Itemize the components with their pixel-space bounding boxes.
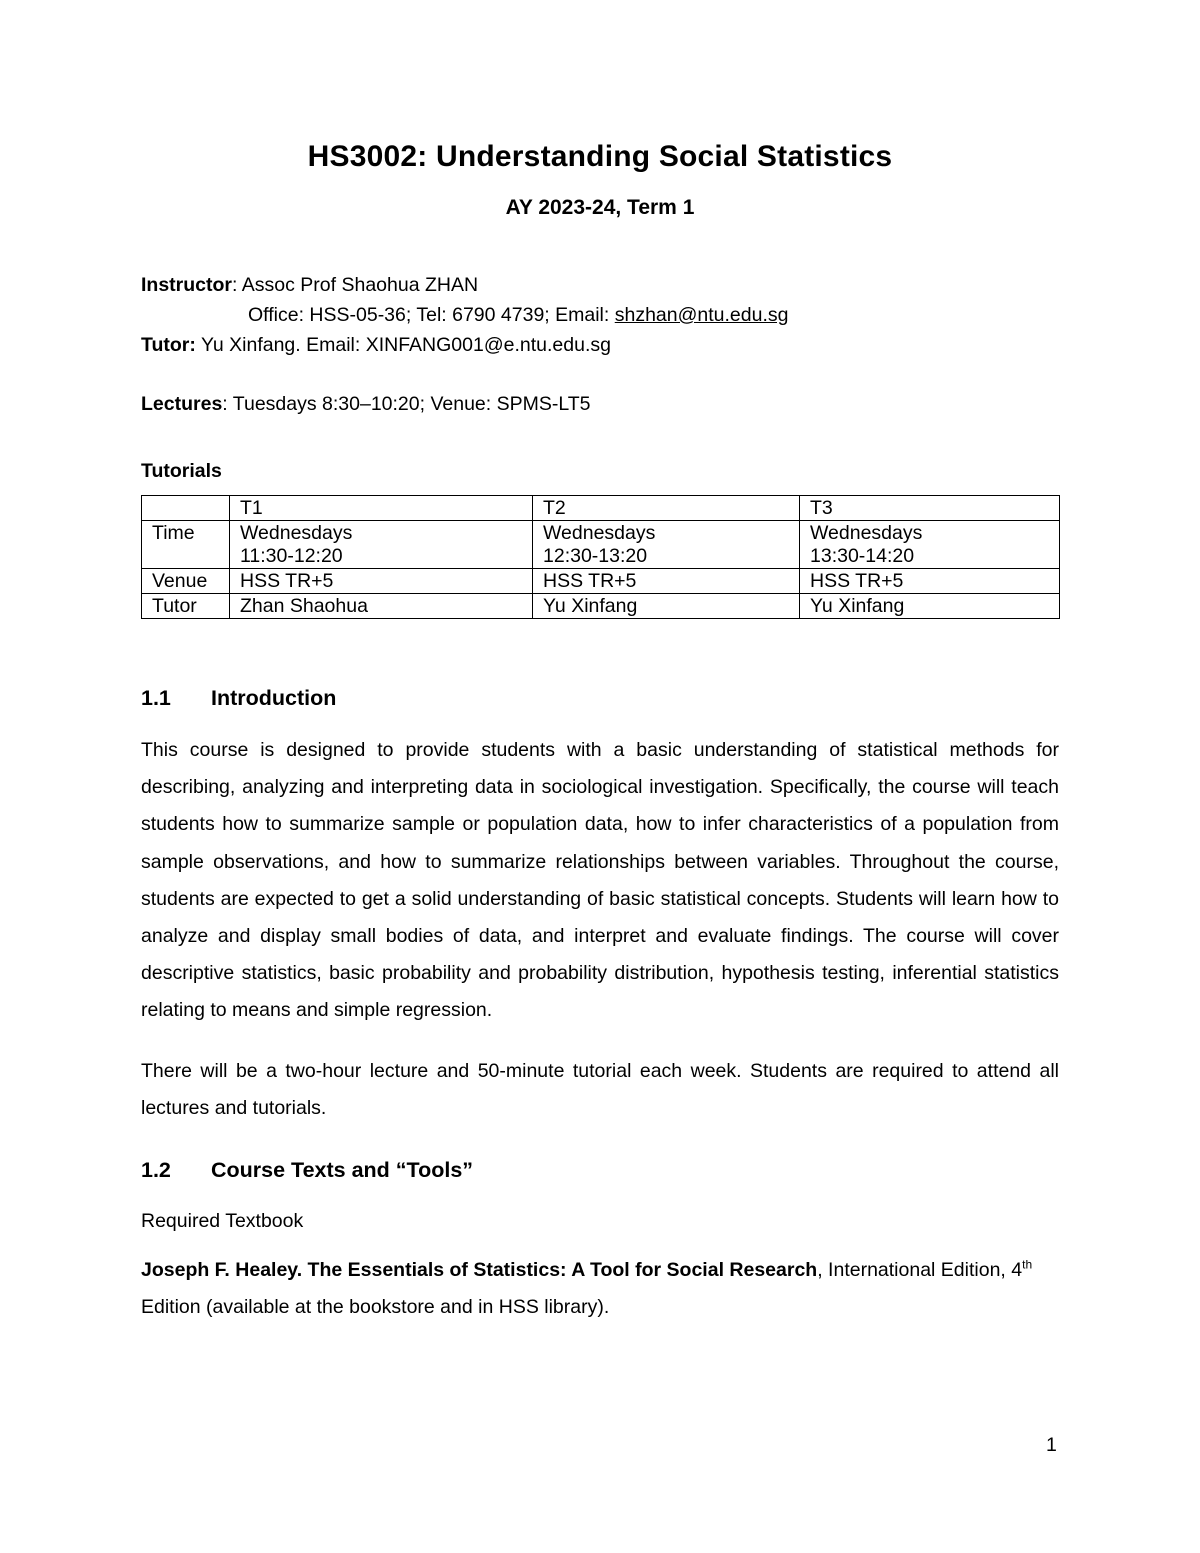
- tutorials-heading: Tutorials: [141, 460, 222, 482]
- table-cell: [230, 521, 533, 569]
- section-number: 1.1: [141, 686, 171, 710]
- table-cell: HSS TR+5: [230, 569, 533, 594]
- table-cell: Yu Xinfang: [800, 594, 1060, 619]
- intro-paragraph-1: This course is designed to provide students with a basic understanding of statistical methods for describing, analyzing and interpreting data in sociological investigation. Specifically, the course will teach students how to summarize sample or population data, how to infer characteristics of a population from sample observations, and how to summarize relationships between variables. Throughout the course, students are expected to get a solid understanding of basic statistical concepts. Students will learn how to analyze and display small bodies of data, and interpret and evaluate findings. The course will cover descriptive statistics, basic probability and probability distribution, hypothesis testing, inferential statistics relating to means and simple regression.: [141, 739, 1059, 1022]
- document-title: HS3002: Understanding Social Statistics: [307, 140, 893, 173]
- required-textbook-label: Required Textbook: [141, 1210, 304, 1232]
- table-row: [142, 521, 1060, 569]
- tutor-line: [141, 334, 611, 357]
- tutor-value: Yu Xinfang. Email: XINFANG001@e.ntu.edu.sg: [195, 334, 611, 356]
- table-header-cell: T3: [800, 496, 1060, 521]
- tutorials-table: [141, 495, 1060, 619]
- section-title: Introduction: [211, 686, 337, 710]
- lectures-value: : Tuesdays 8:30–10:20; Venue: SPMS-LT5: [222, 393, 591, 415]
- table-header-row: [142, 496, 1060, 521]
- section-heading-introduction: [141, 686, 336, 711]
- office-details: Office: HSS-05-36; Tel: 6790 4739; Email:: [248, 304, 615, 326]
- row-label: Tutor: [142, 594, 230, 619]
- table-cell: [533, 521, 800, 569]
- table-header-cell: T2: [533, 496, 800, 521]
- cell-line: 11:30-12:20: [240, 545, 343, 567]
- lectures-line: [141, 393, 591, 416]
- textbook-title: Joseph F. Healey. The Essentials of Statistics: A Tool for Social Research: [141, 1259, 818, 1281]
- table-row: [142, 594, 1060, 619]
- edition-superscript: th: [1022, 1257, 1033, 1272]
- table-row: [142, 569, 1060, 594]
- cell-line: 13:30-14:20: [810, 545, 915, 567]
- instructor-label: Instructor: [141, 274, 233, 296]
- textbook-availability: Edition (available at the bookstore and in HSS library).: [141, 1296, 610, 1319]
- textbook-citation: [141, 1252, 1059, 1326]
- cell-line: Wednesdays: [810, 522, 923, 544]
- intro-paragraph-2: There will be a two-hour lecture and 50-minute tutorial each week. Students are required to attend all lectures and tutorials.: [141, 1060, 1059, 1120]
- table-cell: HSS TR+5: [533, 569, 800, 594]
- office-line: [248, 304, 788, 327]
- table-cell: Yu Xinfang: [533, 594, 800, 619]
- instructor-value: : Assoc Prof Shaohua ZHAN: [232, 274, 479, 296]
- row-label: Venue: [142, 569, 230, 594]
- table-cell: [800, 521, 1060, 569]
- row-label: Time: [142, 521, 230, 569]
- lectures-label: Lectures: [141, 393, 223, 415]
- section-title: Course Texts and “Tools”: [211, 1158, 474, 1182]
- cell-line: 12:30-13:20: [543, 545, 648, 567]
- section-number: 1.2: [141, 1158, 171, 1182]
- table-header-cell: [142, 496, 230, 521]
- section-heading-course-texts: [141, 1158, 473, 1183]
- table-cell: Zhan Shaohua: [230, 594, 533, 619]
- table-header-cell: T1: [230, 496, 533, 521]
- cell-line: Wednesdays: [543, 522, 656, 544]
- cell-line: Wednesdays: [240, 522, 353, 544]
- document-subtitle: AY 2023-24, Term 1: [505, 196, 695, 219]
- table-cell: HSS TR+5: [800, 569, 1060, 594]
- textbook-edition: , International Edition, 4: [817, 1259, 1023, 1281]
- instructor-email-link[interactable]: shzhan@ntu.edu.sg: [614, 304, 789, 326]
- page-number: 1: [1046, 1434, 1057, 1456]
- tutor-label: Tutor:: [141, 334, 196, 356]
- instructor-line: [141, 274, 478, 297]
